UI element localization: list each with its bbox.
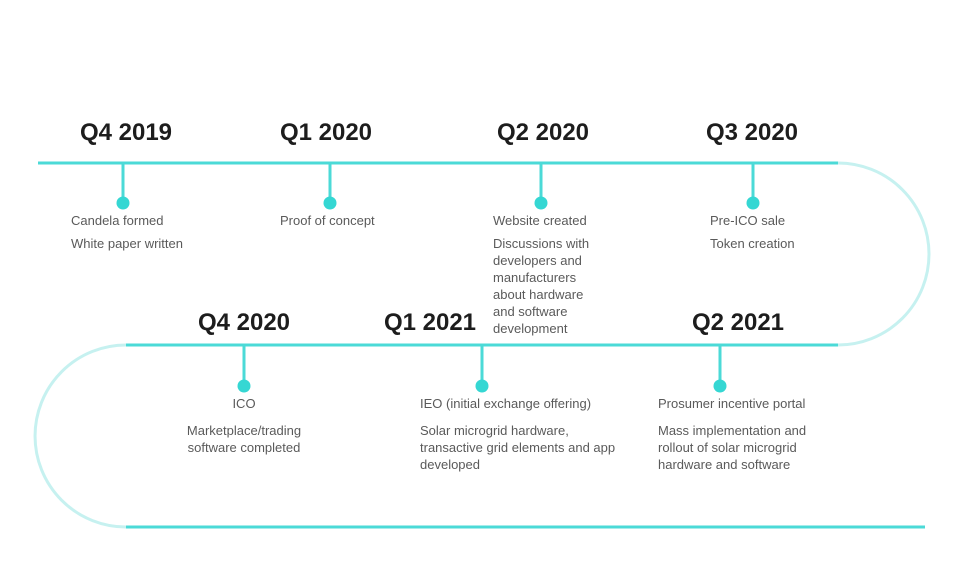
milestone-description-q3-2020 [710,212,850,258]
milestone-dot [238,380,251,393]
quarter-heading-q2-2021: Q2 2021 [691,309,785,336]
quarter-heading-q3-2020: Q3 2020 [705,119,799,146]
description-line: Candela formed [71,213,164,228]
quarter-heading-q1-2021: Q1 2021 [383,309,477,336]
description-line: Marketplace/trading software completed [186,423,302,455]
description-line: Mass implementation and rollout of solar microgrid hardware and software [658,423,807,472]
milestone-description-q1-2020 [280,212,420,235]
description-line: Website created [493,213,587,228]
milestone-dot [324,197,337,210]
description-line: Pre-ICO sale [710,213,786,228]
description-line: IEO (initial exchange offering) [420,396,592,411]
description-line: Proof of concept [280,213,375,228]
milestone-description-q2-2021 [658,395,826,483]
description-line: Prosumer incentive portal [658,396,806,411]
milestone-dot [714,380,727,393]
description-line: Discussions with developers and manufacturers about hardware and software development [493,236,590,336]
milestone-dot [117,197,130,210]
quarter-heading-q1-2020: Q1 2020 [279,119,373,146]
timeline-curve-left [35,345,126,527]
milestone-dot [476,380,489,393]
milestone-dot [535,197,548,210]
timeline-curve-right [838,163,929,345]
description-line: ICO [232,396,256,411]
description-line: Token creation [710,236,795,251]
description-line: Solar microgrid hardware, transactive grid elements and app developed [420,423,616,472]
milestone-description-q2-2020 [493,212,605,343]
milestone-description-q4-2019 [71,212,211,258]
milestone-description-q1-2021 [420,395,620,483]
quarter-heading-q4-2019: Q4 2019 [79,119,173,146]
milestone-dot [747,197,760,210]
description-line: White paper written [71,236,183,251]
quarter-heading-q4-2020: Q4 2020 [197,309,291,336]
milestone-description-q4-2020 [174,395,314,466]
quarter-heading-q2-2020: Q2 2020 [496,119,590,146]
